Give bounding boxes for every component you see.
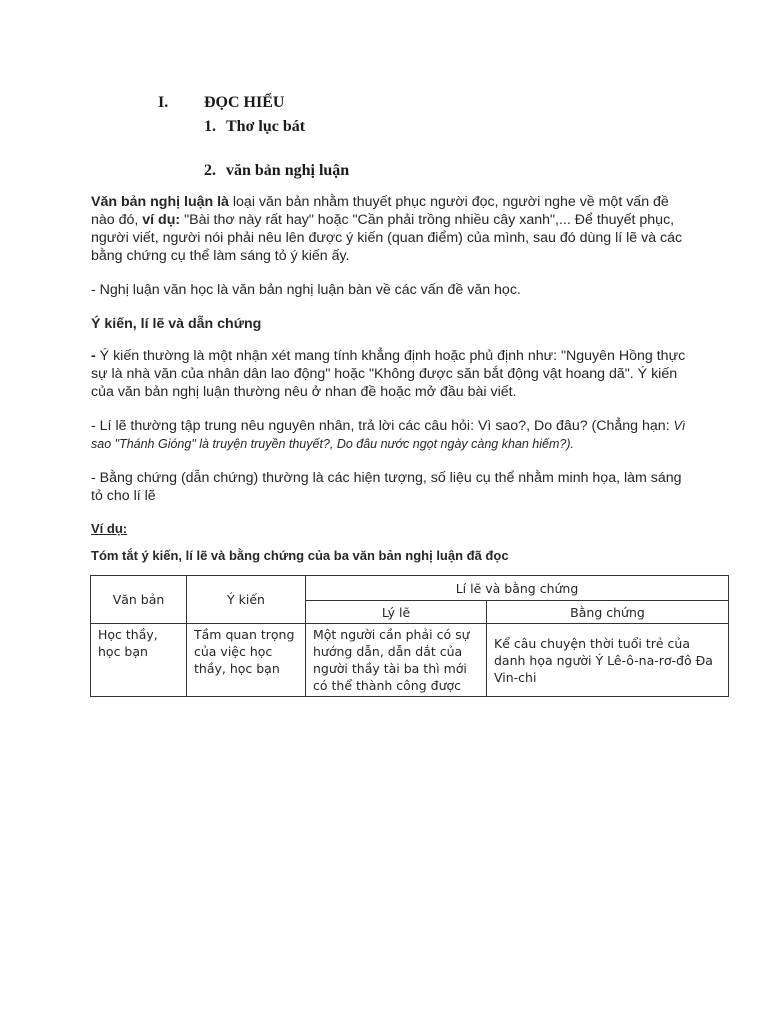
subheading-1 <box>204 118 305 136</box>
definition-paragraph <box>91 193 691 265</box>
table-caption: Tóm tắt ý kiến, lí lẽ và bằng chứng của ba văn bản nghị luận đã đọc <box>91 548 509 563</box>
subheading-2 <box>204 162 349 180</box>
example-label: ví dụ: <box>142 212 181 228</box>
section-heading: Ý kiến, lí lẽ và dẫn chứng <box>91 316 262 332</box>
subheading-2-number: 2. <box>204 162 216 179</box>
example-heading: Ví dụ: <box>91 521 128 536</box>
subheading-2-text: văn bản nghị luận <box>226 162 350 179</box>
subheading-1-number: 1. <box>204 118 216 135</box>
summary-table <box>90 575 729 697</box>
section-roman-numeral: I. <box>158 94 169 111</box>
reason-paragraph <box>91 417 691 453</box>
opinion-paragraph <box>91 347 691 401</box>
reason-text: - Lí lẽ thường tập trung nêu nguyên nhân, trả lời các câu hỏi: Vì sao?, Do đâu? (Chẳng hạn: <box>91 418 674 434</box>
opinion-text: Ý kiến thường là một nhận xét mang tính khẳng định hoặc phủ định như: "Nguyên Hồng thực sự là nhà văn của nhân dân lao động" hoặc "Không được săn bắt động vật hoang dã". Ý kiến của văn bản nghị luận thường nêu ở nhan đề hoặc mở đầu bài viết. <box>91 348 686 400</box>
header-group: Lí lẽ và bằng chứng <box>306 576 729 601</box>
subheading-1-text: Thơ lục bát <box>226 118 306 135</box>
table-row <box>91 624 729 697</box>
cell-text: Học thầy, học bạn <box>91 624 187 697</box>
evidence-paragraph: - Bằng chứng (dẫn chứng) thường là các hiện tượng, số liệu cụ thể nhằm minh họa, làm sáng tỏ cho lí lẽ <box>91 470 682 504</box>
cell-reason: Một người cần phải có sự hướng dẫn, dẫn dắt của người thầy tài ba thì mới có thể thành công được <box>306 624 487 697</box>
definition-term: Văn bản nghị luận là <box>91 194 229 210</box>
header-opinion: Ý kiến <box>187 576 306 624</box>
header-reason: Lý lẽ <box>306 601 487 624</box>
cell-opinion: Tầm quan trọng của việc học thầy, học bạn <box>187 624 306 697</box>
reason-example: Vì sao "Thánh Gióng" là truyện truyền thuyết?, Do đâu nước ngọt ngày càng khan hiếm?). <box>91 419 686 451</box>
cell-evidence: Kể câu chuyện thời tuổi trẻ của danh họa người Ý Lê-ô-na-rơ-đô Đa Vin-chi <box>487 624 729 697</box>
section-title: ĐỌC HIỂU <box>204 94 285 111</box>
literary-paragraph: - Nghị luận văn học là văn bản nghị luận bàn về các vấn đề văn học. <box>91 282 521 298</box>
definition-text-1: loại văn bản nhằm thuyết phục người đọc, người nghe về một vấn đề nào đó, <box>91 194 669 228</box>
opinion-dash: - <box>91 348 96 364</box>
header-text: Văn bản <box>91 576 187 624</box>
header-evidence: Bằng chứng <box>487 601 729 624</box>
definition-text-2: "Bài thơ này rất hay" hoặc "Cần phải trồng nhiều cây xanh",... Để thuyết phục, người viết, người nói phải nêu lên được ý kiến (quan điểm) của mình, sau đó dùng lí lẽ và các bằng chứng cụ thể làm sáng tỏ ý kiến ấy. <box>91 212 683 264</box>
